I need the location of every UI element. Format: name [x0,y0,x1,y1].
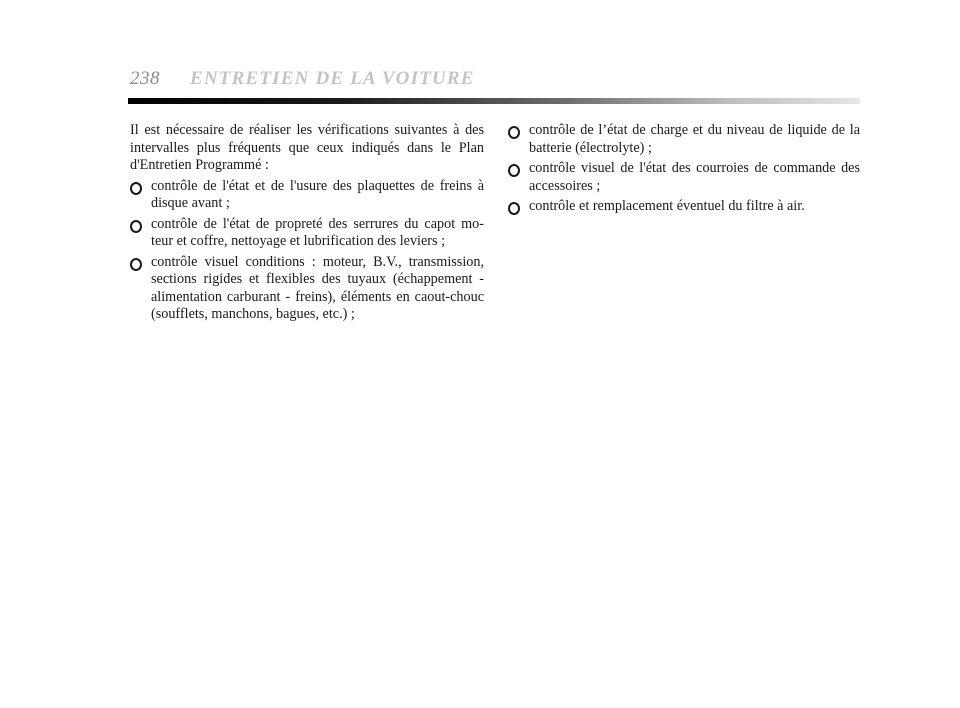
intro-paragraph: Il est nécessaire de réaliser les vérifications suivantes à des intervalles plus fréquents que ceux indiqués dans le Plan d'Entretien Programmé : [130,122,484,173]
circle-bullet-icon [130,258,142,271]
circle-bullet-icon [508,126,520,139]
header-rule [128,98,860,104]
list-item-text: contrôle de l'état et de l'usure des plaquettes de freins à disque avant ; [151,177,484,211]
circle-bullet-icon [508,202,520,215]
right-column [508,122,860,219]
circle-bullet-icon [508,164,520,177]
circle-bullet-icon [130,182,142,195]
running-header-title: ENTRETIEN DE LA VOITURE [190,68,475,89]
list-item-text: contrôle visuel conditions : moteur, B.V., transmission, sections rigides et flexibles des tuyaux (échappement - alimentation carburant - freins), éléments en caout-chouc (soufflets, manchons, bagues, etc.) ; [151,253,484,322]
list-item [130,216,484,251]
list-item [508,160,860,195]
list-item-text: contrôle de l'état de propreté des serrures du capot mo-teur et coffre, nettoyage et lubrification des leviers ; [151,215,484,249]
page-number: 238 [130,68,160,89]
left-bullet-list [130,178,484,324]
circle-bullet-icon [130,220,142,233]
list-item [508,122,860,157]
list-item [508,198,860,216]
left-column [130,122,484,327]
right-bullet-list [508,122,860,216]
list-item-text: contrôle et remplacement éventuel du filtre à air. [529,198,805,214]
list-item [130,178,484,213]
list-item-text: contrôle de l’état de charge et du niveau de liquide de la batterie (électrolyte) ; [529,122,860,156]
list-item [130,254,484,324]
list-item-text: contrôle visuel de l'état des courroies de commande des accessoires ; [529,160,860,194]
